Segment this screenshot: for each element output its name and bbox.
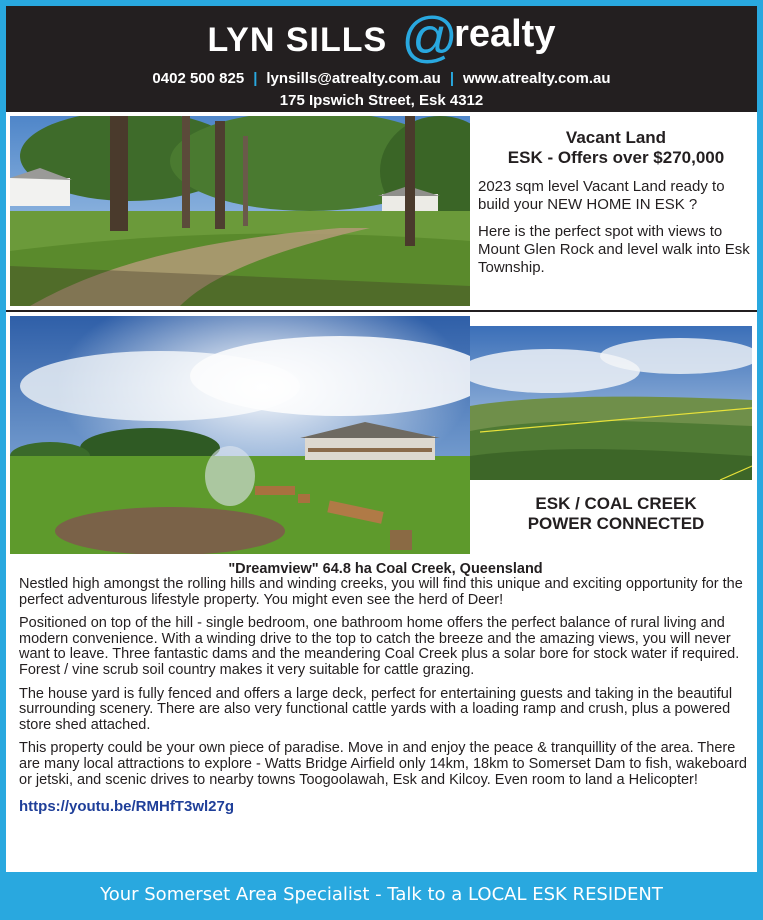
agency-header xyxy=(6,6,757,112)
property-description xyxy=(19,561,752,815)
property-title: "Dreamview" 64.8 ha Coal Creek, Queensland xyxy=(228,561,543,577)
property-heading xyxy=(480,494,752,534)
vacant-land-details xyxy=(478,128,754,277)
aerial-view-photo xyxy=(470,326,752,480)
farmhouse-photo xyxy=(10,316,470,554)
brochure-page xyxy=(6,6,757,872)
property-feature: POWER CONNECTED xyxy=(527,514,705,533)
separator: | xyxy=(253,70,258,87)
description-paragraph: Nestled high amongst the rolling hills and winding creeks, you will find this unique and exciting opportunity for the perfect adventurous lifestyle property. You might even see the herd of Deer! xyxy=(19,576,743,608)
description-paragraph: The house yard is fully fenced and offers a large deck, perfect for entertaining guests and taking in the beautiful surrounding scenery. There are also very functional cattle yards with a loading ramp and crush, plus a powered store shed attached. xyxy=(19,685,733,733)
brand-at-symbol: @ xyxy=(401,5,459,68)
contact-line xyxy=(6,70,757,87)
listing-description: Here is the perfect spot with views to Mount Glen Rock and level walk into Esk Township. xyxy=(478,223,750,276)
property-location: ESK / COAL CREEK xyxy=(535,494,697,513)
footer-tagline: Your Somerset Area Specialist - Talk to a LOCAL ESK RESIDENT xyxy=(100,884,663,905)
section-divider xyxy=(6,310,757,312)
brand-name: LYN SILLS xyxy=(207,20,388,59)
separator: | xyxy=(449,70,455,87)
brand-realty: realty xyxy=(454,12,556,55)
description-paragraph: This property could be your own piece of paradise. Move in and enjoy the peace & tranquillity of the area. There are many local attractions to explore - Watts Bridge Airfield only 14km, 18km to Somerset Dam to fish, wakeboard or jetski, and scenic drives to nearby towns Toogoolawah, Esk and Kilcoy. Even room to land a Helicopter! xyxy=(19,740,747,788)
office-address: 175 Ipswich Street, Esk 4312 xyxy=(279,92,484,109)
video-link[interactable]: https://youtu.be/RMHfT3wl27g xyxy=(19,798,234,816)
email-address[interactable]: lynsills@atrealty.com.au xyxy=(266,70,441,87)
website-url[interactable]: www.atrealty.com.au xyxy=(463,70,611,87)
vacant-land-photo xyxy=(10,116,470,306)
listing-description: 2023 sqm level Vacant Land ready to build your NEW HOME IN ESK ? xyxy=(478,178,725,213)
phone-number[interactable]: 0402 500 825 xyxy=(152,70,245,87)
description-paragraph: Positioned on top of the hill - single bedroom, one bathroom home offers the perfect balance of rural living and modern convenience. With a winding drive to the top to catch the breeze and the amazing views, you will never want to leave. Three fantastic dams and the meandering Coal Creek plus a solar bore for stock water if required. Forest / vine scrub soil country makes it very suitable for cattle grazing. xyxy=(19,615,740,678)
agency-logo xyxy=(6,5,757,70)
listing-title xyxy=(478,128,754,168)
listing-price: ESK - Offers over $270,000 xyxy=(507,148,725,167)
listing-type: Vacant Land xyxy=(565,128,667,147)
